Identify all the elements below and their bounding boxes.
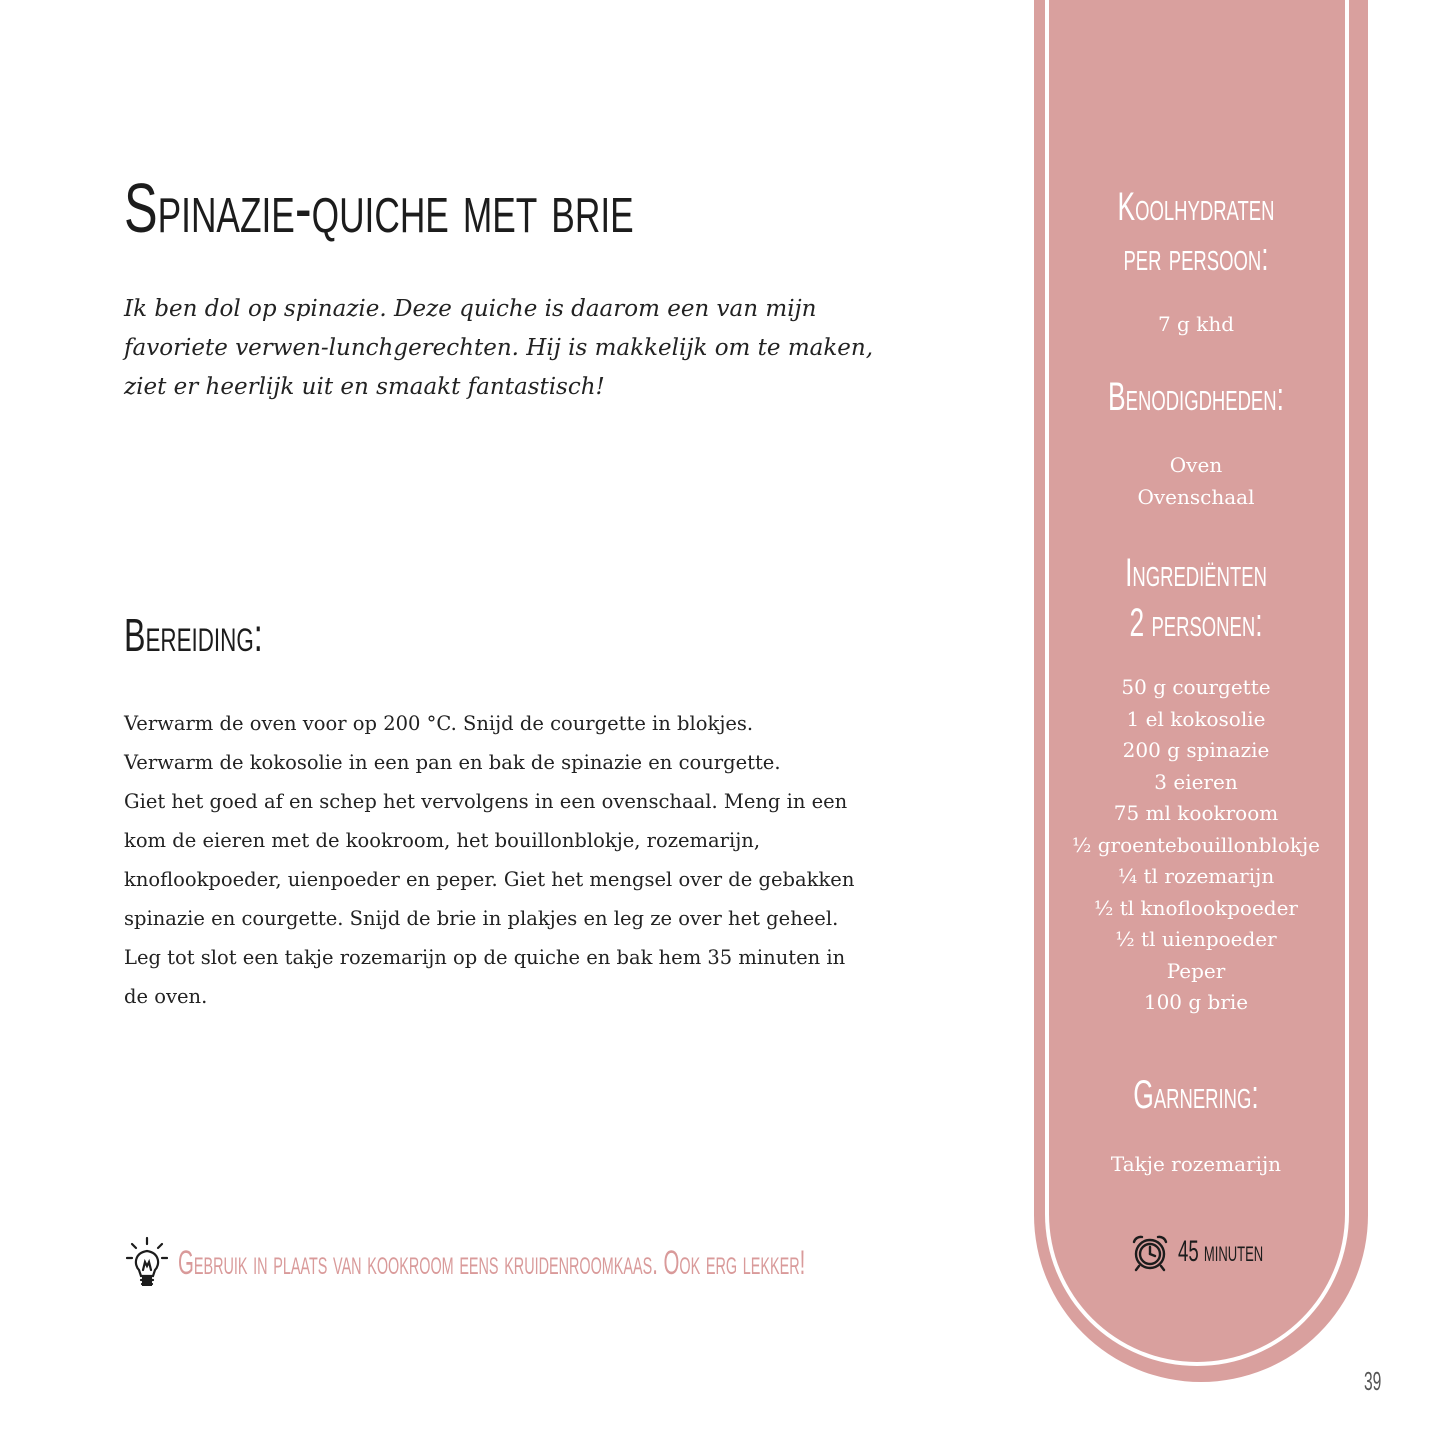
equipment-section xyxy=(1046,372,1346,422)
recipe-intro xyxy=(124,290,884,407)
garnish-heading: Garnering: xyxy=(1133,1073,1259,1117)
ingredient-item: 200 g spinazie xyxy=(1122,738,1270,762)
ingredient-item: 3 eieren xyxy=(1154,769,1238,794)
preparation-line: kom de eieren met de kookroom, het bouillonblokje, rozemarijn, xyxy=(124,829,761,852)
ingredients-heading: 2 personen: xyxy=(1129,601,1263,645)
ingredient-item: ½ groentebouillonblokje xyxy=(1072,832,1320,857)
ingredient-item: Peper xyxy=(1166,958,1226,983)
preparation-line: de oven. xyxy=(124,985,208,1008)
garnish-value: Takje rozemarijn xyxy=(1110,1152,1282,1176)
intro-line: ziet er heerlijk uit en smaakt fantastisch! xyxy=(124,374,605,400)
carbs-value: 7 g khd xyxy=(1157,312,1235,336)
cooking-time-text: 45 minuten xyxy=(1178,1235,1264,1268)
preparation-line: Verwarm de oven voor op 200 °C. Snijd de courgette in blokjes. xyxy=(124,712,754,735)
ingredient-item: 75 ml kookroom xyxy=(1113,801,1279,825)
cooking-time xyxy=(1128,1232,1315,1272)
page-number: 39 xyxy=(1364,1366,1382,1396)
carbs-heading: Koolhydraten xyxy=(1117,185,1275,229)
carbs-heading: per persoon: xyxy=(1123,235,1269,279)
ingredient-item: ¼ tl rozemarijn xyxy=(1117,864,1275,888)
ingredients-list xyxy=(1046,672,1346,1019)
intro-line: favoriete verwen-lunchgerechten. Hij is makkelijk om te maken, xyxy=(124,335,874,361)
preparation-heading: Bereiding: xyxy=(124,609,263,661)
ingredient-item: ½ tl knoflookpoeder xyxy=(1094,895,1298,920)
preparation-line: Verwarm de kokosolie in een pan en bak de spinazie en courgette. xyxy=(124,751,781,774)
ingredients-section xyxy=(1046,548,1346,648)
intro-line: Ik ben dol op spinazie. Deze quiche is daarom een van mijn xyxy=(124,296,817,322)
ingredient-item: 100 g brie xyxy=(1143,990,1249,1014)
equipment-item: Ovenschaal xyxy=(1137,484,1255,509)
preparation-line: knoflookpoeder, uienpoeder en peper. Giet het mengsel over de gebakken xyxy=(124,868,855,891)
alarm-clock-icon xyxy=(1128,1232,1172,1272)
carbs-section xyxy=(1046,182,1346,282)
ingredient-item: ½ tl uienpoeder xyxy=(1115,927,1277,951)
equipment-item: Oven xyxy=(1169,453,1223,477)
preparation-line: Giet het goed af en schep het vervolgens in een ovenschaal. Meng in een xyxy=(124,790,848,813)
ingredients-heading: Ingrediënten xyxy=(1125,551,1267,595)
ingredient-item: 50 g courgette xyxy=(1121,675,1271,699)
ingredient-item: 1 el kokosolie xyxy=(1126,706,1266,731)
lightbulb-icon xyxy=(126,1236,168,1290)
tip-text: Gebruik in plaats van kookroom eens kruidenroomkaas. Ook erg lekker! xyxy=(178,1243,806,1282)
garnish-section xyxy=(1046,1070,1346,1120)
equipment-heading: Benodigdheden: xyxy=(1108,375,1284,419)
preparation-line: Leg tot slot een takje rozemarijn op de quiche en bak hem 35 minuten in xyxy=(124,946,846,969)
recipe-title: Spinazie-quiche met brie xyxy=(124,169,634,247)
equipment-list xyxy=(1046,450,1346,513)
preparation-line: spinazie en courgette. Snijd de brie in plakjes en leg ze over het geheel. xyxy=(124,907,839,930)
preparation-text xyxy=(124,704,904,1016)
